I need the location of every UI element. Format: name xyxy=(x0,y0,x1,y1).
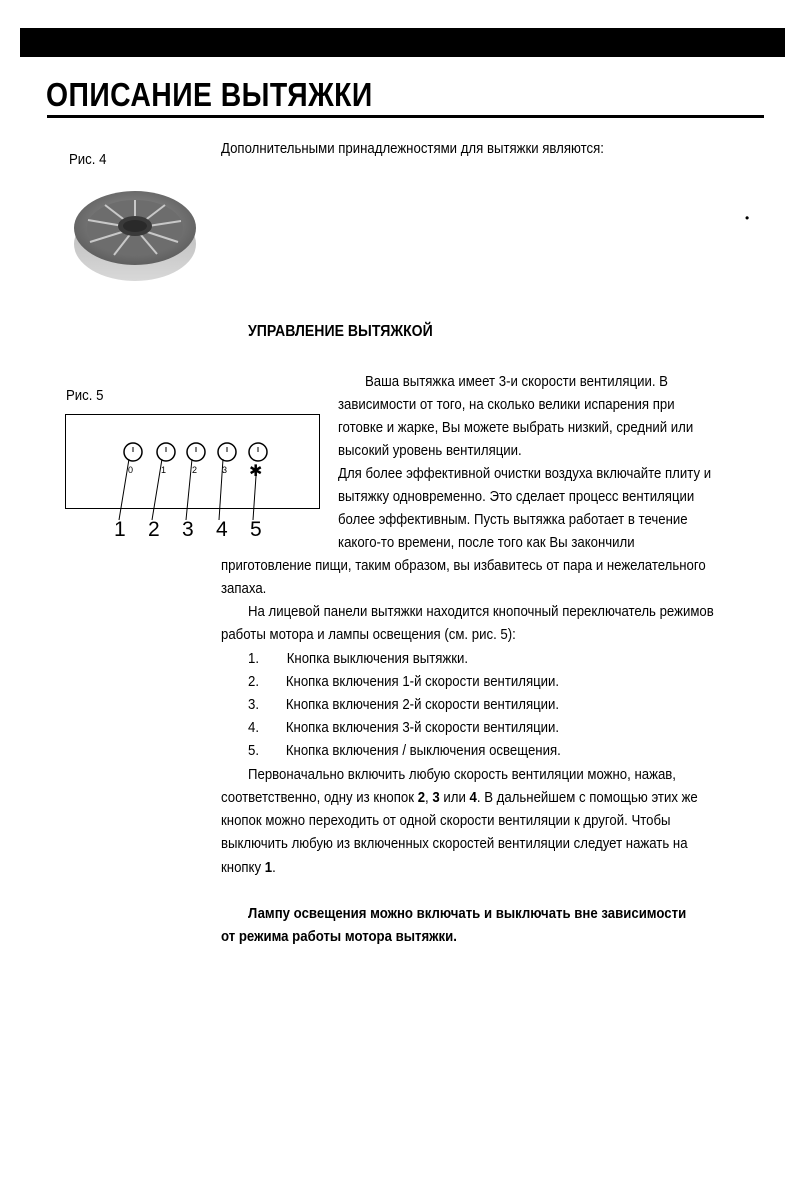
lamp-note: от режима работы мотора вытяжки. xyxy=(221,928,457,945)
intro-line: Ваша вытяжка имеет 3-и скорости вентиляции. В xyxy=(365,373,668,390)
list-item: 4. Кнопка включения 3-й скорости вентиляции. xyxy=(248,719,560,736)
figure5-label: Рис. 5 xyxy=(66,387,104,404)
control-buttons-diagram xyxy=(110,440,285,525)
list-item: 3. Кнопка включения 2-й скорости вентиляции. xyxy=(248,696,560,713)
light-icon: ✱ xyxy=(249,461,263,480)
list-item: 5. Кнопка включения / выключения освещения. xyxy=(248,742,561,759)
intro-line: высокий уровень вентиляции. xyxy=(338,442,522,459)
button-number-4: 4 xyxy=(216,518,228,541)
body-line: кнопок можно переходить от одной скорости вентиляции к другой. Чтобы xyxy=(221,812,671,829)
body-line: выключить любую из включенных скоростей вентиляции следует нажать на xyxy=(221,835,688,852)
panel-button-4 xyxy=(218,443,236,520)
header-bar xyxy=(20,28,785,57)
panel-button-3 xyxy=(186,443,205,520)
body-line: На лицевой панели вытяжки находится кнопочный переключатель режимов xyxy=(248,603,714,620)
panel-button-1 xyxy=(119,443,142,520)
key-2: 2 xyxy=(417,789,426,806)
panel-button-5 xyxy=(249,443,267,520)
intro-line: вытяжку одновременно. Это сделает процесс вентиляции xyxy=(338,488,695,505)
page-title: ОПИСАНИЕ ВЫТЯЖКИ xyxy=(46,76,373,113)
list-item: 1. Кнопка выключения вытяжки. xyxy=(248,650,469,667)
intro-line: Для более эффективной очистки воздуха включайте плиту и xyxy=(338,465,712,482)
body-line: работы мотора и лампы освещения (см. рис. 5): xyxy=(221,626,516,643)
list-item: 2. Кнопка включения 1-й скорости вентиляции. xyxy=(248,673,560,690)
intro-line: более эффективным. Пусть вытяжка работает в течение xyxy=(338,511,688,528)
body-line: соответственно, одну из кнопок 2, 3 или 4. В дальнейшем с помощью этих же xyxy=(221,789,698,806)
button-number-2: 2 xyxy=(148,518,160,541)
body-line: запаха. xyxy=(221,580,267,597)
body-line: кнопку 1. xyxy=(221,859,276,876)
figure4-label: Рис. 4 xyxy=(69,151,107,168)
body-line: Первоначально включить любую скорость вентиляции можно, нажав, xyxy=(248,766,676,783)
intro-line: готовке и жарке, Вы можете выбрать низкий, средний или xyxy=(338,419,694,436)
title-divider xyxy=(47,115,764,118)
panel-button-2 xyxy=(152,443,175,520)
button-number-3: 3 xyxy=(182,518,194,541)
lamp-note: Лампу освещения можно включать и выключать вне зависимости xyxy=(248,905,687,922)
accessories-caption: Дополнительными принадлежностями для вытяжки являются: xyxy=(221,140,604,157)
key-1: 1 xyxy=(264,859,273,876)
button-mark-1: 0 xyxy=(128,465,134,475)
stray-mark: • xyxy=(745,211,750,225)
button-mark-4: 3 xyxy=(222,465,228,475)
button-mark-3: 2 xyxy=(192,465,198,475)
body-line: приготовление пищи, таким образом, вы избавитесь от пара и нежелательного xyxy=(221,557,706,574)
button-number-1: 1 xyxy=(114,518,126,541)
key-3: 3 xyxy=(432,789,440,806)
button-number-5: 5 xyxy=(250,518,262,541)
button-mark-2: 1 xyxy=(161,465,167,475)
key-4: 4 xyxy=(469,789,477,806)
control-heading: УПРАВЛЕНИЕ ВЫТЯЖКОЙ xyxy=(248,323,433,340)
carbon-filter-icon xyxy=(72,186,198,284)
intro-line: зависимости от того, на сколько велики испарения при xyxy=(338,396,675,413)
intro-line: какого-то времени, после того как Вы закончили xyxy=(338,534,635,551)
